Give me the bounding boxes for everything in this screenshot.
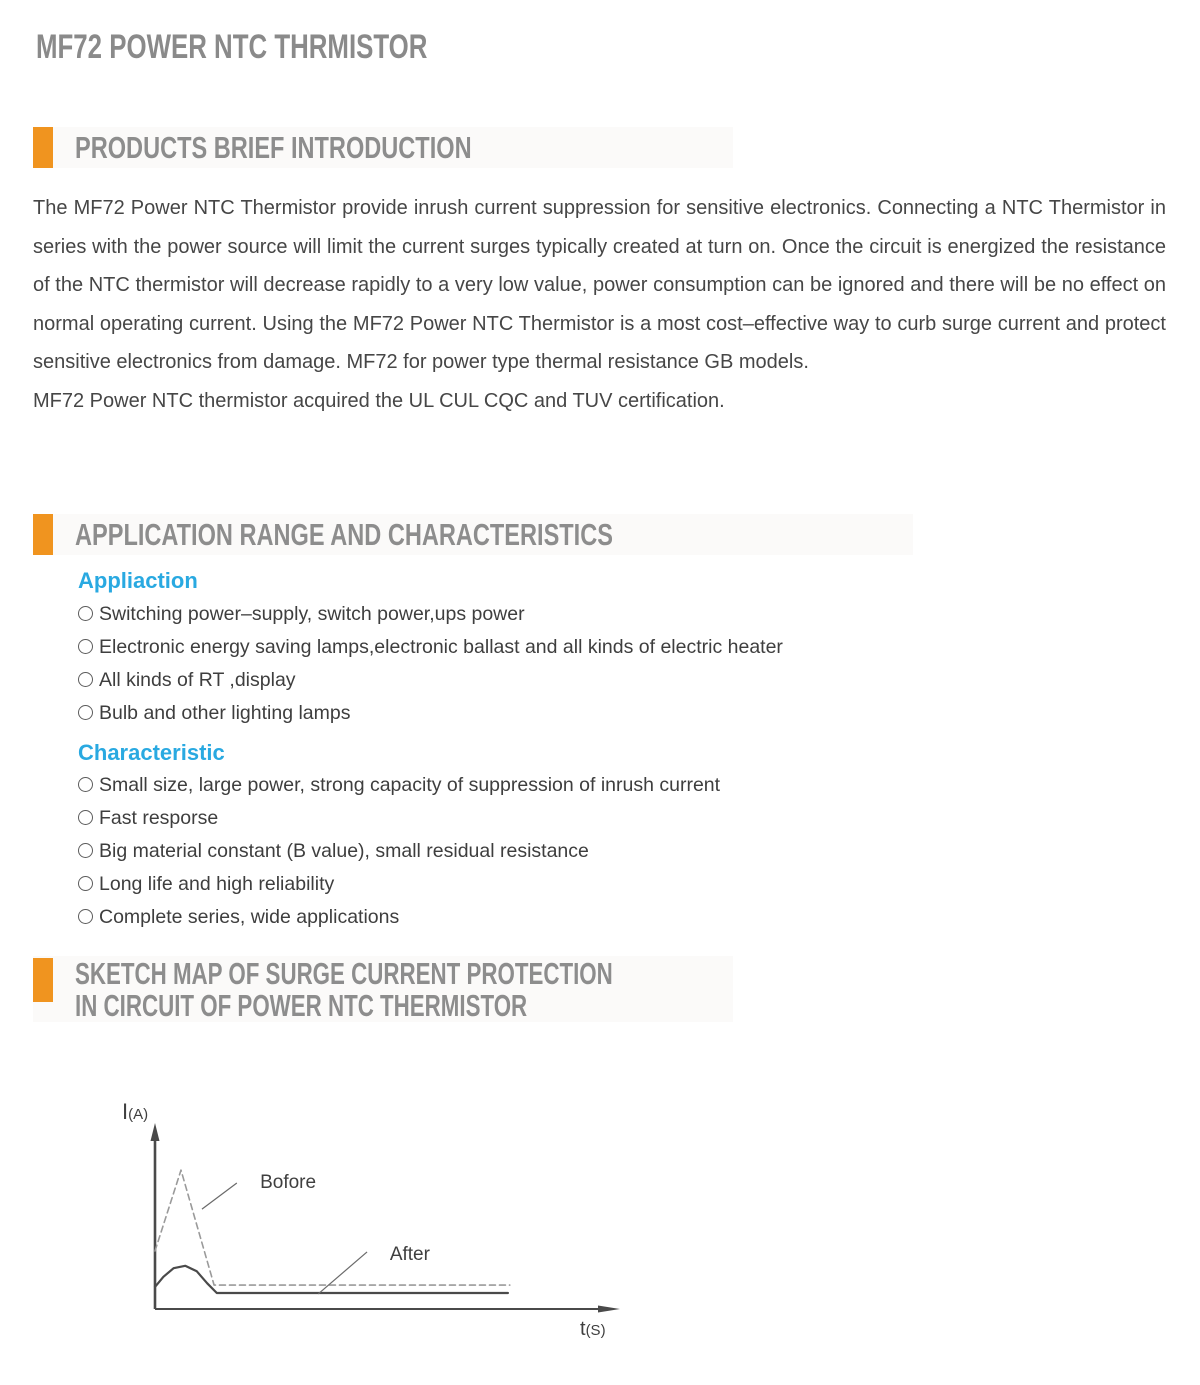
list-item — [78, 804, 720, 837]
list-item — [78, 837, 720, 870]
page-title-text: MF72 POWER NTC THRMISTOR — [36, 28, 428, 66]
subheading-characteristic: Characteristic — [78, 740, 225, 765]
section-heading-sketch — [75, 956, 822, 1022]
x-axis-arrow-icon — [598, 1306, 620, 1313]
annotation-pointer-line — [202, 1183, 237, 1209]
circle-bullet-icon — [78, 606, 93, 621]
section-heading-sketch-text — [75, 958, 613, 1022]
list-item — [78, 870, 720, 903]
list-item — [78, 666, 783, 699]
list-item — [78, 600, 783, 633]
surge-current-chart — [100, 1093, 660, 1373]
circle-bullet-icon — [78, 810, 93, 825]
section-header-sketch — [33, 956, 733, 1022]
y-axis-label: I(A) — [122, 1099, 149, 1124]
annotation-pointer-line — [318, 1252, 367, 1294]
sketch-chart-svg — [100, 1093, 660, 1373]
y-axis-arrow-icon — [151, 1123, 160, 1141]
x-axis-label: t(S) — [580, 1318, 606, 1340]
list-item-label: Electronic energy saving lamps,electronic ballast and all kinds of electric heater — [99, 636, 783, 658]
list-item-label: Big material constant (B value), small residual resistance — [99, 840, 589, 862]
circle-bullet-icon — [78, 705, 93, 720]
circle-bullet-icon — [78, 909, 93, 924]
list-item-label: Complete series, wide applications — [99, 906, 400, 928]
list-item — [78, 633, 783, 666]
application-list — [78, 600, 783, 732]
list-item-label: Switching power–supply, switch power,ups power — [99, 603, 525, 625]
section-header-intro — [33, 127, 733, 168]
section-heading-application-text: APPLICATION RANGE AND CHARACTERISTICS — [75, 517, 613, 552]
section-heading-application — [75, 514, 783, 555]
orange-bar-icon — [33, 514, 53, 555]
series-after — [155, 1266, 508, 1293]
series-bofore — [155, 1170, 510, 1285]
intro-paragraph-2: MF72 Power NTC thermistor acquired the UL CUL CQC and TUV certification. — [33, 389, 725, 412]
list-item-label: Long life and high reliability — [99, 873, 335, 895]
circle-bullet-icon — [78, 672, 93, 687]
characteristic-list — [78, 771, 720, 936]
list-item-label: Bulb and other lighting lamps — [99, 702, 351, 724]
intro-text-block — [33, 189, 1166, 421]
sketch-heading-line2: IN CIRCUIT OF POWER NTC THERMISTOR — [75, 988, 528, 1023]
list-item — [78, 771, 720, 804]
page-title — [36, 28, 551, 67]
subheading-application: Appliaction — [78, 568, 198, 593]
section-heading-intro — [75, 127, 597, 168]
circle-bullet-icon — [78, 843, 93, 858]
annotation-label: After — [389, 1244, 430, 1266]
list-item-label: Fast resporse — [99, 807, 219, 829]
circle-bullet-icon — [78, 639, 93, 654]
list-item-label: All kinds of RT ,display — [99, 669, 296, 691]
section-heading-intro-text: PRODUCTS BRIEF INTRODUCTION — [75, 130, 472, 165]
orange-bar-icon — [33, 127, 53, 168]
list-item — [78, 903, 720, 936]
section-header-application — [33, 514, 913, 555]
circle-bullet-icon — [78, 777, 93, 792]
orange-bar-icon — [33, 958, 53, 1002]
intro-paragraph: The MF72 Power NTC Thermistor provide inrush current suppression for sensitive electronics. Connecting a NTC Thermistor in series with the power source will limit the current surges typically created at turn on. Once the circuit is energized the resistance of the NTC thermistor will decrease rapidly to a very low value, power consumption can be ignored and there will be no effect on normal operating current. Using the MF72 Power NTC Thermistor is a most cost–effective way to curb surge current and protect sensitive electronics from damage. MF72 for power type thermal resistance GB models. — [33, 197, 1166, 374]
list-item — [78, 699, 783, 732]
sketch-heading-line1: SKETCH MAP OF SURGE CURRENT PROTECTION — [75, 956, 613, 991]
annotation-label: Bofore — [260, 1172, 317, 1194]
list-item-label: Small size, large power, strong capacity of suppression of inrush current — [99, 774, 721, 796]
circle-bullet-icon — [78, 876, 93, 891]
